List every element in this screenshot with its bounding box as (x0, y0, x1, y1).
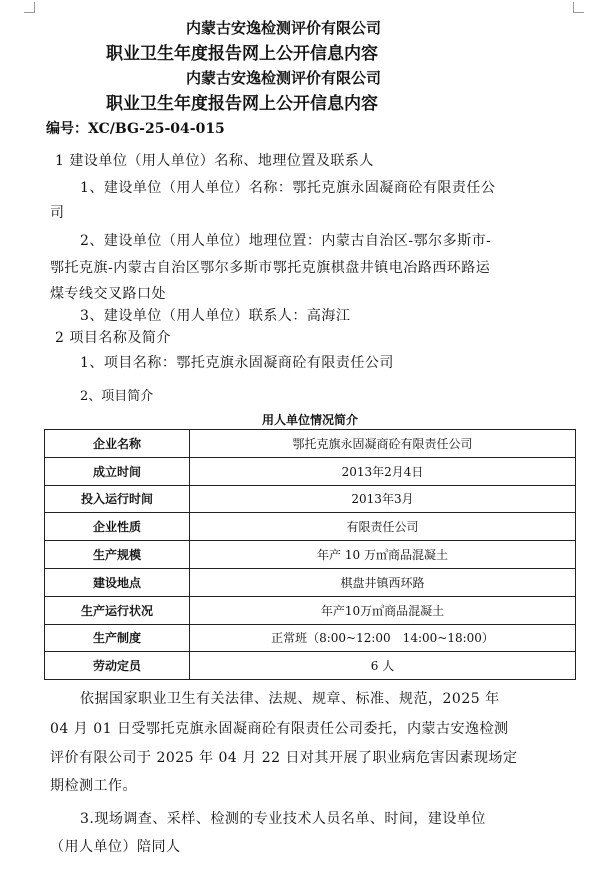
row-key: 企业名称 (45, 430, 190, 458)
section2-heading: 2 项目名称及简介 (55, 330, 171, 346)
row-key: 企业性质 (45, 513, 190, 541)
table-row (45, 457, 576, 485)
unit-info-table (44, 429, 576, 680)
section3-line2: （用人单位）陪同人 (50, 839, 181, 855)
table-row (45, 652, 576, 680)
table-row (45, 541, 576, 569)
row-value: 鄂托克旗永固凝商砼有限责任公司 (190, 430, 576, 458)
row-value: 棋盘井镇西环路 (190, 568, 576, 596)
table-row (45, 513, 576, 541)
corner-mark-left (24, 2, 35, 13)
report-title-duplicate: 职业卫生年度报告网上公开信息内容 (106, 94, 378, 114)
row-value: 6 人 (190, 652, 576, 680)
paragraph-line2: 04 月 01 日受鄂托克旗永固凝商砼有限责任公司委托，内蒙古安逸检测 (50, 721, 509, 737)
table-row (45, 430, 576, 458)
table-row (45, 568, 576, 596)
row-key: 成立时间 (45, 457, 190, 485)
unit-name-line2: 司 (50, 205, 65, 221)
project-intro-heading: 2、项目简介 (80, 389, 154, 404)
section3-line1: 3.现场调查、采样、检测的专业技术人员名单、时间，建设单位 (80, 811, 486, 827)
table-row (45, 624, 576, 652)
unit-location-line1: 2、建设单位（用人单位）地理位置：内蒙古自治区-鄂尔多斯市- (80, 233, 492, 249)
table-row (45, 596, 576, 624)
row-key: 生产规模 (45, 541, 190, 569)
row-value: 年产 10 万㎥商品混凝土 (190, 541, 576, 569)
row-key: 劳动定员 (45, 652, 190, 680)
unit-contact: 3、建设单位（用人单位）联系人：高海江 (80, 308, 351, 324)
row-key: 生产运行状况 (45, 596, 190, 624)
row-key: 生产制度 (45, 624, 190, 652)
table-caption: 用人单位情况简介 (261, 413, 358, 427)
row-key: 投入运行时间 (45, 485, 190, 513)
paragraph-line3: 评价有限公司于 2025 年 04 月 22 日对其开展了职业病危害因素现场定 (50, 750, 518, 766)
unit-location-line2: 鄂托克旗-内蒙古自治区鄂尔多斯市鄂托克旗棋盘井镇电冶路西环路运 (50, 260, 491, 276)
unit-name-line1: 1、建设单位（用人单位）名称：鄂托克旗永固凝商砼有限责任公 (80, 180, 496, 196)
company-heading-duplicate: 内蒙古安逸检测评价有限公司 (186, 69, 382, 87)
row-value: 2013年3月 (190, 485, 576, 513)
paragraph-line4: 期检测工作。 (50, 778, 137, 794)
table-row (45, 485, 576, 513)
company-heading: 内蒙古安逸检测评价有限公司 (186, 19, 382, 37)
report-title: 职业卫生年度报告网上公开信息内容 (106, 44, 378, 64)
paragraph-line1: 依据国家职业卫生有关法律、法规、规章、标准、规范，2025 年 (80, 691, 500, 707)
section1-heading: 1 建设单位（用人单位）名称、地理位置及联系人 (55, 153, 374, 169)
document-code: 编号：XC/BG-25-04-015 (46, 121, 225, 137)
row-value: 正常班（8:00~12:00 14:00~18:00） (190, 624, 576, 652)
unit-location-line3: 煤专线交叉路口处 (50, 286, 166, 302)
corner-mark-right (573, 2, 584, 13)
project-name: 1、项目名称：鄂托克旗永固凝商砼有限责任公司 (80, 355, 394, 371)
row-value: 2013年2月4日 (190, 457, 576, 485)
row-key: 建设地点 (45, 568, 190, 596)
row-value: 有限责任公司 (190, 513, 576, 541)
row-value: 年产10万㎥商品混凝土 (190, 596, 576, 624)
